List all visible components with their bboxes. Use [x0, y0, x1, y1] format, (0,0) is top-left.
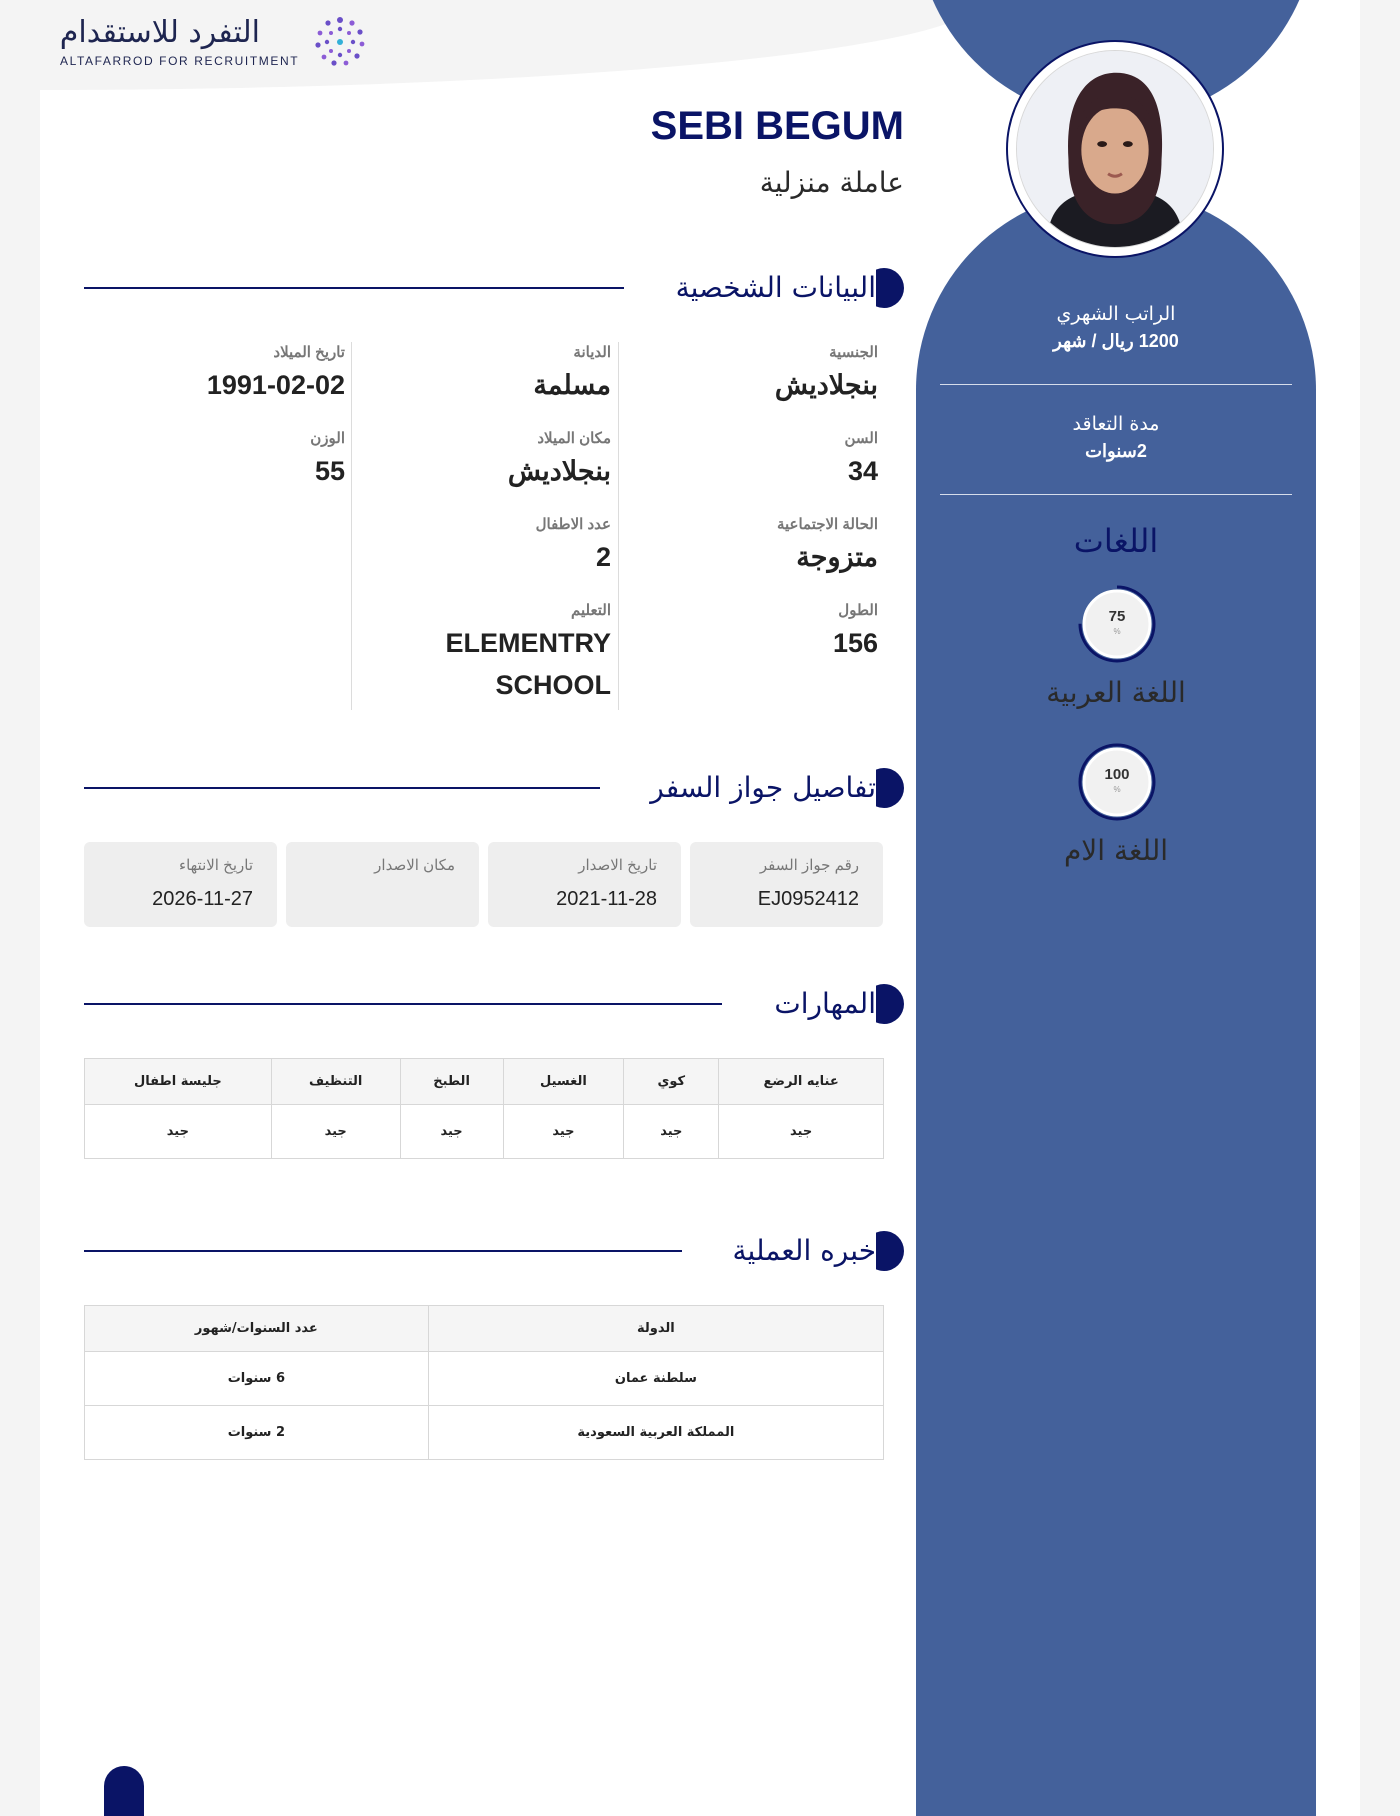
- passport-card: [488, 842, 681, 927]
- personal-col-3: [115, 342, 345, 514]
- bottom-decor-tab: [104, 1766, 144, 1816]
- field-label: التعليم: [571, 602, 611, 619]
- field-value: 1991-02-02: [206, 370, 345, 400]
- table-cell: جيد: [719, 1105, 884, 1159]
- passport-label: تاريخ الاصدار: [578, 857, 657, 874]
- field-label: مكان الميلاد: [537, 430, 611, 447]
- field-label: الديانة: [573, 344, 611, 361]
- field-value: ELEMENTRY SCHOOL: [445, 628, 611, 700]
- contract-block: [916, 410, 1316, 464]
- profile-photo-frame: [1006, 40, 1224, 258]
- personal-col-1: [648, 342, 878, 686]
- passport-value: EJ0952412: [757, 888, 859, 910]
- table-cell: 6 سنوات: [85, 1352, 429, 1406]
- section-title: البيانات الشخصية: [666, 265, 876, 311]
- person-portrait-icon: [1017, 51, 1213, 247]
- section-skills: [724, 981, 904, 1027]
- salary-value: 1200 ريال / شهر: [1053, 331, 1179, 351]
- section-rule: [84, 287, 624, 289]
- section-passport: [604, 765, 904, 811]
- language-name: اللغة العربية: [1046, 676, 1186, 709]
- column-divider: [618, 342, 619, 710]
- gauge-percent: 75: [1108, 608, 1126, 625]
- languages-title: اللغات: [1073, 522, 1159, 560]
- table-header-cell: عنايه الرضع: [719, 1059, 884, 1105]
- table-cell: جيد: [271, 1105, 400, 1159]
- field-label: الوزن: [310, 430, 345, 447]
- personal-col-2: [381, 342, 611, 720]
- contract-value: 2سنوات: [1085, 441, 1147, 461]
- salary-label: الراتب الشهري: [1056, 303, 1176, 325]
- logo-swirl-icon: [312, 14, 368, 70]
- passport-card: [690, 842, 883, 927]
- section-rule: [84, 787, 600, 789]
- table-header-cell: التنظيف: [271, 1059, 400, 1105]
- logo-english-text: ALTAFARROD FOR RECRUITMENT: [60, 54, 300, 68]
- table-cell: جيد: [85, 1105, 272, 1159]
- passport-label: تاريخ الانتهاء: [179, 857, 253, 874]
- table-cell: 2 سنوات: [85, 1406, 429, 1460]
- field-value: مسلمة: [533, 370, 611, 400]
- mother-language-gauge: [1076, 741, 1158, 823]
- section-personal: [624, 265, 904, 311]
- table-header-cell: جليسة اطفال: [85, 1059, 272, 1105]
- profile-photo: [1016, 50, 1214, 248]
- field-label: الجنسية: [829, 344, 878, 361]
- field-label: السن: [844, 430, 878, 447]
- gauge-unit: %: [1113, 627, 1121, 636]
- field-value: متزوجة: [796, 542, 878, 572]
- section-experience: [684, 1228, 904, 1274]
- salary-block: [916, 300, 1316, 354]
- section-title: خبره العملية: [722, 1228, 876, 1274]
- field-value: 156: [832, 628, 878, 658]
- field-value: 55: [314, 456, 345, 486]
- sidebar-divider: [940, 384, 1292, 385]
- gauge-unit: %: [1113, 785, 1121, 794]
- passport-card: [84, 842, 277, 927]
- table-row: [85, 1352, 884, 1406]
- field-value: 34: [847, 456, 878, 486]
- arabic-language-gauge: [1076, 583, 1158, 665]
- table-cell: سلطنة عمان: [428, 1352, 883, 1406]
- table-header-cell: عدد السنوات/شهور: [85, 1306, 429, 1352]
- experience-table: [84, 1305, 884, 1460]
- field-value: 2: [595, 542, 611, 572]
- field-value: بنجلاديش: [774, 370, 878, 400]
- table-row: [85, 1105, 884, 1159]
- table-header-cell: الطبخ: [400, 1059, 503, 1105]
- section-title: تفاصيل جواز السفر: [640, 765, 876, 811]
- candidate-name: SEBI BEGUM: [650, 104, 904, 148]
- table-header-cell: الغسيل: [503, 1059, 624, 1105]
- contract-label: مدة التعاقد: [1072, 413, 1160, 435]
- table-row: [85, 1406, 884, 1460]
- skills-table: [84, 1058, 884, 1159]
- section-title: المهارات: [764, 981, 876, 1027]
- logo-arabic-text: التفرد للاستقدام: [59, 15, 260, 50]
- table-header-row: [85, 1306, 884, 1352]
- field-label: عدد الاطفال: [535, 516, 611, 533]
- field-value: بنجلاديش: [507, 456, 611, 486]
- column-divider: [351, 342, 352, 710]
- passport-value: 2026-11-27: [152, 888, 253, 910]
- language-name: اللغة الام: [1063, 834, 1169, 867]
- table-header-cell: الدولة: [428, 1306, 883, 1352]
- passport-value: 2021-11-28: [556, 888, 657, 910]
- field-label: الطول: [838, 602, 878, 619]
- field-label: تاريخ الميلاد: [273, 344, 345, 361]
- passport-card: [286, 842, 479, 927]
- section-rule: [84, 1003, 722, 1005]
- candidate-role: عاملة منزلية: [759, 166, 904, 199]
- gauge-percent: 100: [1104, 766, 1130, 783]
- field-label: الحالة الاجتماعية: [776, 516, 878, 533]
- sidebar-divider: [940, 494, 1292, 495]
- table-cell: جيد: [624, 1105, 719, 1159]
- company-logo: [60, 14, 360, 74]
- table-cell: المملكة العربية السعودية: [428, 1406, 883, 1460]
- table-header-row: [85, 1059, 884, 1105]
- passport-label: رقم جواز السفر: [759, 857, 859, 874]
- cv-page: [40, 0, 1360, 1816]
- sidebar: [916, 0, 1316, 1816]
- table-header-cell: كوي: [624, 1059, 719, 1105]
- passport-label: مكان الاصدار: [374, 857, 455, 874]
- table-cell: جيد: [503, 1105, 624, 1159]
- section-rule: [84, 1250, 682, 1252]
- table-cell: جيد: [400, 1105, 503, 1159]
